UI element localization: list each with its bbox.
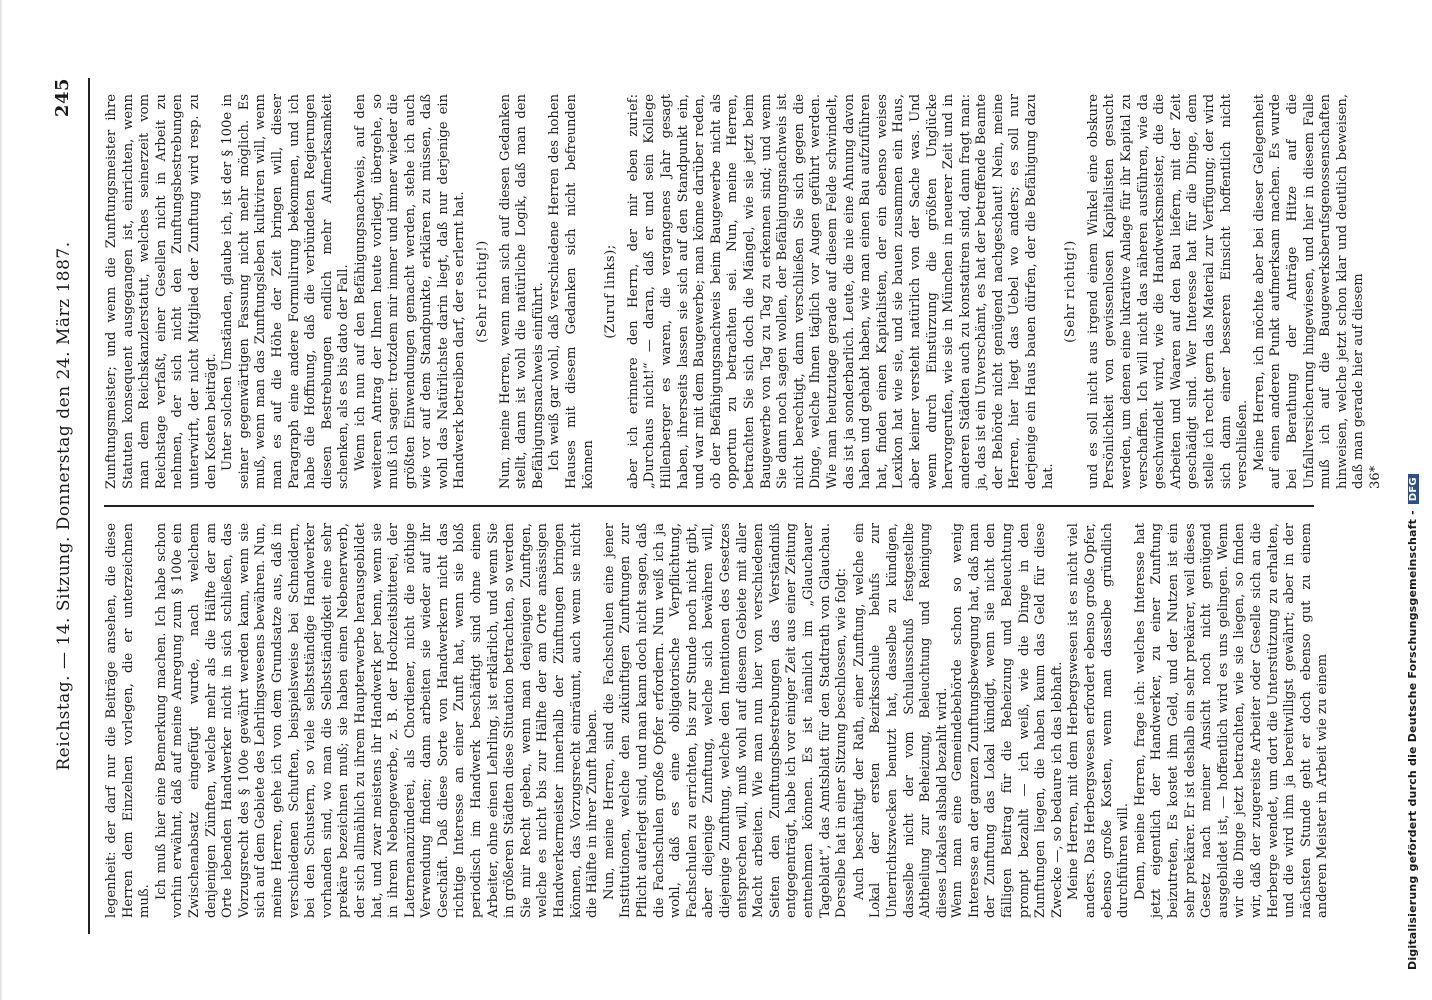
paragraph: Wenn ich nun auf den Befähigungsnachweis, auf den weiteren Antrag der Ihnen heute vorliegt, übergehe, so muß ich sagen: trotzdem mir immer und immer wieder die größten Einwendungen gemacht werden, stehe ich auch wie vor auf dem Standpunkte, erklären zu müssen, daß wohl das Natürlichste darin liegt, daß nur derjenige ein Handwerk betreiben darf, der es erlernt hat.: [352, 94, 468, 489]
paragraph: Wenn man eine Gemeindebehörde schon so wenig Interesse an der ganzen Zunftungsbewegung hat, daß man der Zunftung das Lokal kündigt, wenn sie nicht den fälligen Beitrag für die Beheizung und Beleuchtung prompt bezahlt — ich weiß, wie die Dinge in den Zunftungen liegen, die haben kaum das Geld für diese Zwecke —, so bedaure ich das lebhaft.: [950, 523, 1065, 918]
paragraph: Ich muß hier eine Bemerkung machen. Ich habe schon vorhin erwähnt, daß auf meine Anregung zum § 100e ein Zwischenabsatz eingefügt wurde, nach welchem denjenigen Zünften, welche mehr als die Hälfte der am Orte lebenden Handwerker nicht in sich schließen, das Vorzugsrecht des § 100e gewährt werden kann, wenn sie sich auf dem Gebiete des Lehrlingswesens bewähren. Nun, meine Herren, gehe ich von dem Grundsatze aus, daß in verschiedenen Schuften, beispielsweise bei Schneidern, bei den Schustern, so viele selbstständige Handwerker vorhanden sind, wo man die Selbstständigkeit eine sehr prekäre bezeichnen muß; sie haben einen Nebenerwerb, der sich allmählich zu ihrem Haupterwerbe herausgebildet hat, und zwar meistens ihr Handwerk per benn, wenn sie in ihrem Nebengewerbe, z. B. der Hochzeitsbitterei, der Laternenanzünderei, als Chordiener, nicht die nöthige Verwendung finden; dann arbeiten sie wieder auf ihr Geschäft. Daß diese Sorte von Handwerkern nicht das richtige Interesse an einer Zunft hat, wenn sie bloß periodisch im Handwerk beschäftigt sind ohne einen Arbeiter, ohne einen Lehrling, ist erklärlich, und wenn Sie in größeren Städten diese Situation betrachten, so werden Sie mir Recht geben, wenn man denjenigen Zunftgen, welche es nicht bis zur Hälfte der am Orte ansässigen Handwerkermeister innerhalb der Zünftungen bringen können, das Vorzugsrecht einräumt, auch wenn sie nicht die Hälfte in ihrer Zunft haben.: [153, 523, 601, 918]
paragraph: legenheit: der darf nur die Beiträge ansehen, die diese Herren dem Einzelnen vorlegen, die er unterzeichnen muß.: [104, 523, 153, 918]
paragraph: Denn, meine Herren, frage ich: welches Interesse hat jetzt eigentlich der Handwerker, zu einer Zunftung beizutreten, Es kostet ihm Geld, und der Nutzen ist ein sehr prekärer. Er ist deshalb ein sehr prekärer, weil dieses Gesetz nach meiner Ansicht noch nicht genügend ausgebildet ist, — hoffentlich wird es uns gelingen. Wenn wir die Dinge jetzt betrachten, wie sie liegen, so finden wir, daß der zugereiste Arbeiter oder Geselle sich an die Herberge wendet, um dort die Unterstützung zu erhalten, und die wird ihm ja bereitwilligst gewährt; aber in der nächsten Stunde geht er doch ebenso gut zu einem anderen Meister in Arbeit wie zu einem: [1132, 523, 1331, 918]
paragraph: und es soll nicht aus irgend einem Winkel eine obskure Persönlichkeit von gewissenlosen Kapitalisten gesucht werden, um denen eine lukrative Anlage für ihr Kapital zu verschaffen. Ich will nicht das näheren ausführen, wie da geschwindelt wird, wie die Handwerksmeister, die die Arbeiten und Waaren auf den Bau liefern, mit der Zeit geschädigt sind. Wer Interesse hat für die Dinge, dem stelle ich recht gern das Material zur Verfügung; der wird sich dann einer besseren Einsicht hoffentlich nicht verschließen.: [1085, 94, 1251, 489]
running-title: Reichstag. — 14. Sitzung. Donnerstag den 24. März 1887.: [54, 241, 74, 771]
paragraph: Nun, meine Herren, wenn man sich auf diesen Gedanken stellt, dann ist wohl die natürliche Logik, daß man den Befähigungsnachweis einführt.: [497, 94, 546, 489]
column-divider: [104, 505, 1314, 507]
paragraph: Unter solchen Umständen, glaube ich, ist der § 100e in seiner gegenwärtigen Fassung nicht mehr möglich. Es muß, wenn man das Zunftungsleben kultiviren will, wenn man es auf die Höhe der Zeit bringen will, dieser Paragraph eine andere Formulirung bekommen, und ich habe die Hoffnung, daß die verbündeten Regierungen diesen Bestrebungen endlich mehr Aufmerksamkeit schenken, als es bis dato der Fall.: [220, 94, 352, 489]
left-column: [104, 507, 1331, 934]
paragraph: Meine Herren, ich möchte aber bei dieser Gelegenheit auf einen anderen Punkt aufmerksam machen. Es wurde bei Berathung der Anträge Hitze auf die Unfallversicherung hingewiesen, und hier in diesem Falle muß ich auf die Baugewerksberufsgenossenschaften hinweisen, welche jetzt schon klar und deutlich beweisen, daß man gerade hier auf diesem: [1251, 94, 1367, 489]
paragraph: (Sehr richtig!): [1063, 240, 1079, 343]
page-number: 245: [52, 78, 73, 118]
page-header: [48, 78, 88, 934]
paragraph: aber ich erinnere den Herrn, der mir eben zurief: „Durchaus nicht!“ — daran, daß er und sein Kollege Hillenberger es waren, die vergangenes Jahr gesagt haben, ihrerseits lassen sie sich auf den Standpunkt ein, und war mit dem Baugewerbe; man könne darüber reden, ob der Befähigungsnachweis beim Baugewerbe nicht als opportun zu betrachten sei. Nun, meine Herren, betrachten Sie sich doch die Mängel, wie sie jetzt beim Baugewerbe von Tag zu Tag zu erkennen sind; und wenn Sie dann noch sagen wollen, der Befähigungsnachweis ist nicht berechtigt, dann verschließen Sie sich gegen die Dinge, welche Ihnen täglich vor Augen geführt werden. Wie man heutzutage gerade auf diesem Felde schwindelt, das ist ja sonderbarlich. Leute, die nie eine Ahnung davon haben und gehabt haben, wie man einen Bau aufzuführen hat, finden einen Kapitalisten, der ein ebenso weises Lexikon hat wie sie, und sie bauen zusammen ein Haus, aber keiner versteht natürlich von der Sache was. Und wenn durch Einstürzung die größten Unglücke hervorgerufen, wie sie in München in neuerer Zeit und in anderen Städten auch zu konstatiren sind, dann fragt man: ja, das ist ein Unverschämt, es hat der betreffende Beamte der Behörde nicht genügend nachgeschaut! Nein, meine Herren, hier liegt das Uebel wo anders; es soll nur derjenige ein Haus bauen dürfen, der die Befähigung dazu hat.: [625, 94, 1056, 489]
paragraph: Auch beschäftigt der Rath, einer Zunftung, welche ein Lokal der ersten Bezirksschule behufs zur Unterrichtszwecken benutzt hat, dasselbe zu kündigen, dasselbe nicht der vom Schulausschuß festgestellte Abtheilung zur Beheizung, Beleuchtung und Reinigung dieses Lokales alsbald bezahlt wird.: [850, 523, 949, 918]
paragraph: Meine Herren, mit dem Herbergswesen ist es nicht viel anders. Das Herbergswesen erfordert ebenso große Opfer, ebenso große Kosten, wenn man dasselbe gründlich durchführen will.: [1066, 523, 1132, 918]
digitization-credit: [1400, 0, 1432, 1000]
paragraph: Ich weiß gar wohl, daß verschiedene Herren des hohen Hauses mit diesem Gedanken sich nicht befreunden können: [547, 94, 596, 489]
text-columns: [104, 78, 1383, 934]
dfg-logo: DFG: [1408, 474, 1419, 504]
paragraph: Zunftungsmeister; und wenn die Zunftungsmeister ihre Statuten konsequent ausgegangen ist, einrichten, wenn man dem Reichskanzlerstatut, welches seinerzeit vom Reichstage verfaßt, einer Gesellen nicht in Arbeit zu nehmen, der sich nicht den Zunftungsbestrebungen unterwirft, der nicht Mitglied der Zunftung wird resp. zu den Kosten beiträgt.: [104, 94, 219, 489]
paragraph: Nun, meine Herren, sind die Fachschulen eine jener Institutionen, welche den zukünftigen Zunftungen zur Pflicht auferlegt sind, und man kann doch nicht sagen, daß die Fachschulen große Opfer erfordern. Nun weiß ich ja wohl, daß es eine obligatorische Verpflichtung, Fachschulen zu errichten, bis zur Stunde noch nicht gibt, aber diejenige Zunftung, welche sich bewähren will, diejenige Zunftung, welche den Intentionen des Gesetzes entsprechen will, muß wohl auf diesem Gebiete mit aller Macht arbeiten. Wie man nun hier von verschiedenen Seiten den Zunftungsbestrebungen das Verständniß entgegenträgt, habe ich vor einiger Zeit aus einer Zeitung entnehmen können. Es ist nämlich im „Glauchauer Tageblatt“, das Amtsblatt für den Stadtrath von Glauchau. Derselbe hat in einer Sitzung beschlossen, wie folgt:: [601, 523, 850, 918]
right-column: [104, 78, 1383, 505]
header-rule: [88, 78, 90, 934]
paragraph: (Sehr richtig!): [475, 240, 491, 343]
paragraph: (Zuruf links);: [603, 244, 619, 339]
paragraph: 36*: [1367, 465, 1383, 489]
credit-text: Digitalisierung gefördert durch die Deutsche Forschungsgemeinschaft -: [1406, 510, 1419, 970]
